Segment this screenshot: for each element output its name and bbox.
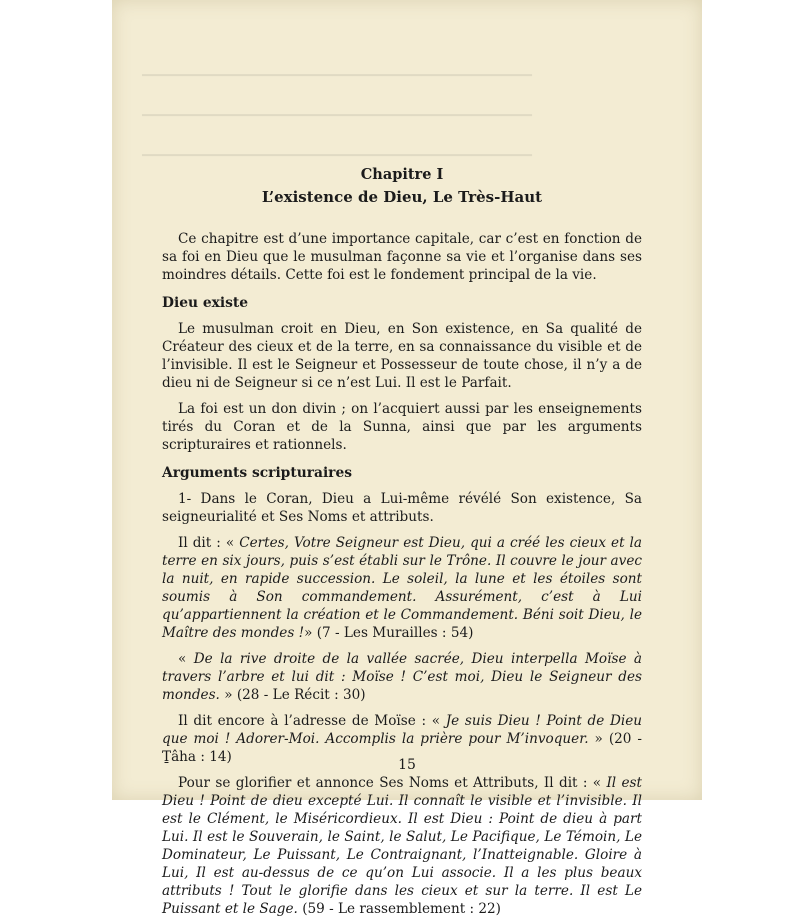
quote-text: Certes, Votre Seigneur est Dieu, qui a créé les cieux et la terre en six jours, puis s’est établi sur le Trône. Il couvre le jour avec la nuit, en rapide succession. Le soleil, la lune et les étoiles sont soumis à Son commandement. Assurément, c’est à Lui qu’appartiennent la création et le Commandement. Béni soit Dieu, le Maître des mondes !: [162, 535, 642, 641]
paragraph-dieu-existe-1: Le musulman croit en Dieu, en Son existence, en Sa qualité de Créateur des cieux et de la terre, en sa connaissance du visible et de l’invisible. Il est le Seigneur et Possesseur de toute chose, il n’y a de dieu ni de Seigneur si ce n’est Lui. Il est le Parfait.: [162, 321, 642, 391]
quote-text: Il est Dieu ! Point de dieu excepté Lui. Il connaît le visible et l’invisible. Il est le Clément, le Miséricordieux. Il est Dieu : Point de dieu à part Lui. Il est le Souverain, le Saint, le Salut, Le Pacifique, Le Témoin, Le Dominateur, Le Puissant, Le Contraignant, l’Inatteignable. Gloire à Lui, Il est au-dessus de ce qu’on Lui associe. Il a les plus beaux attributs ! Tout le glorifie dans les cieux et sur la terre. Il est Le Puissant et le Sage.: [162, 775, 642, 917]
section-heading-arguments: Arguments scripturaires: [162, 465, 352, 481]
page-content: [162, 164, 642, 918]
quote-reference: » (20 - Ṯâha : 14): [162, 731, 642, 765]
bleed-through-decoration: ▁▁▁▁▁▁▁▁▁▁▁▁▁▁▁▁▁▁▁▁▁▁▁▁▁▁▁▁▁▁▁▁▁▁▁▁▁▁▁: [142, 142, 532, 157]
quote-paragraph-4: [162, 774, 642, 918]
quote-text: Je suis Dieu ! Point de Dieu que moi ! Adorer-Moi. Accomplis la prière pour M’invoquer.: [162, 713, 642, 747]
paragraph-arguments-1: 1- Dans le Coran, Dieu a Lui-même révélé Son existence, Sa seigneurialité et Ses Noms et attributs.: [162, 491, 642, 525]
bleed-through-decoration: ▁▁▁▁▁▁▁▁▁▁▁▁▁▁▁▁▁▁▁▁▁▁▁▁▁▁▁▁▁▁▁▁▁▁▁▁▁▁▁: [142, 102, 532, 117]
quote-reference: » (28 - Le Récit : 30): [219, 687, 366, 703]
quote-intro: «: [178, 651, 194, 667]
chapter-number: Chapitre I: [360, 166, 444, 183]
section-heading-dieu-existe: Dieu existe: [162, 295, 248, 311]
book-page: [112, 0, 702, 917]
quote-intro: Il dit : «: [178, 535, 240, 551]
intro-paragraph: Ce chapitre est d’une importance capitale, car c’est en fonction de sa foi en Dieu que le musulman façonne sa vie et l’organise dans ses moindres détails. Cette foi est le fondement principal de la vie.: [162, 231, 642, 283]
quote-intro: Il dit encore à l’adresse de Moïse : «: [178, 713, 446, 729]
chapter-heading: [162, 164, 642, 208]
quote-text: De la rive droite de la vallée sacrée, Dieu interpella Moïse à travers l’arbre et lui dit : Moïse ! C’est moi, Dieu le Seigneur des mondes.: [162, 651, 642, 703]
quote-paragraph-1: [162, 534, 642, 642]
paragraph-dieu-existe-2: La foi est un don divin ; on l’acquiert aussi par les enseignements tirés du Coran et de la Sunna, ainsi que par les arguments scripturaires et rationnels.: [162, 401, 642, 453]
page-number: 15: [398, 757, 416, 773]
quote-reference: » (7 - Les Murailles : 54): [304, 625, 474, 641]
bleed-through-decoration: ▁▁▁▁▁▁▁▁▁▁▁▁▁▁▁▁▁▁▁▁▁▁▁▁▁▁▁▁▁▁▁▁▁▁▁▁▁▁▁: [142, 62, 532, 77]
quote-intro: Pour se glorifier et annonce Ses Noms et Attributs, Il dit : «: [178, 775, 607, 791]
chapter-title: L’existence de Dieu, Le Très-Haut: [261, 188, 543, 206]
quote-reference: (59 - Le rassemblement : 22): [297, 901, 501, 917]
quote-paragraph-2: [162, 650, 642, 704]
